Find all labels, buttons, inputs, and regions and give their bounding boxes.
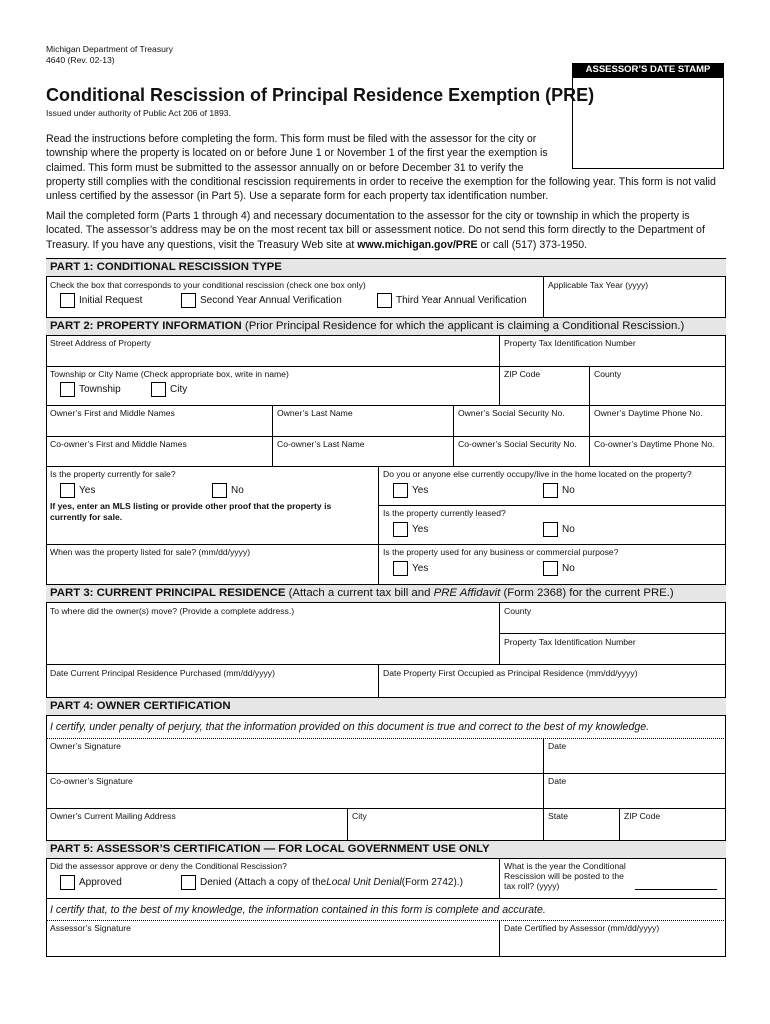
checkbox-sale-yes[interactable]: Yes (60, 483, 95, 498)
checkbox-initial-request[interactable]: Initial Request (60, 293, 142, 308)
owner-last-label: Owner’s Last Name (277, 408, 353, 418)
checkbox-leased-no[interactable]: No (543, 522, 575, 537)
instructions-paragraph-1: Read the instructions before completing the form. This form must be filed with the assessor for the city or township where the property is located on or before June 1 or November 1 of the first year the exemption is claimed. This form must be submitted to the assessor annually on or before December 31 to verify the (46, 133, 548, 174)
mailing-address-label: Owner’s Current Mailing Address (50, 811, 176, 821)
owner-phone-label: Owner’s Daytime Phone No. (594, 408, 703, 418)
owner-signature-label: Owner’s Signature (50, 741, 121, 751)
part1-heading: PART 1: CONDITIONAL RESCISSION TYPE (46, 258, 726, 277)
checkbox-leased-yes[interactable]: Yes (393, 522, 428, 537)
posting-year-question: What is the year the Conditional Rescission will be posted to the tax roll? (yyyy) (504, 861, 626, 891)
q-business-label: Is the property used for any business or commercial purpose? (383, 547, 619, 557)
tax-year-label: Applicable Tax Year (yyyy) (548, 280, 649, 290)
checkbox-occupy-no[interactable]: No (543, 483, 575, 498)
checkbox-city[interactable]: City (151, 382, 187, 397)
moved-to-label: To where did the owner(s) move? (Provide a complete address.) (50, 606, 295, 616)
county-label: County (594, 369, 622, 379)
instructions-paragraph-2: Mail the completed form (Parts 1 through 4) and necessary documentation to the assessor for the city or township in which the property is located. The assessor’s address may be on the most recent tax bill or assessment notice. Do not send this form directly to the Department of Treasury. If you have any questions, visit the Treasury Web site at www.michigan.gov/PRE or call (517) 373-1950. (46, 210, 705, 251)
checkbox-township[interactable]: Township (60, 382, 121, 397)
part3-county-label: County (504, 606, 532, 616)
owner-certification-text: I certify, under penalty of perjury, that the information provided on this document is true and correct to the best of my knowledge. (50, 721, 650, 733)
part3-heading: PART 3: CURRENT PRINCIPAL RESIDENCE (Attach a current tax bill and PRE Affidavit (Form 2368) for the current PRE.) (46, 584, 726, 603)
assessor-certification-text: I certify that, to the best of my knowledge, the information contained in this form is complete and accurate. (50, 904, 546, 916)
form-title: Conditional Rescission of Principal Residence Exemption (PRE) (46, 85, 595, 105)
township-city-label: Township or City Name (Check appropriate box, write in name) (50, 369, 289, 379)
instructions-paragraph-1-cont: property still complies with the conditional rescission requirements in order to receive the exemption for the following year. This form is not valid unless certified by the assessor (in Part 5). Use a separate form for each property tax identification number. (46, 176, 716, 203)
checkbox-occupy-yes[interactable]: Yes (393, 483, 428, 498)
form-number: 4640 (Rev. 02-13) (46, 55, 115, 65)
coowner-phone-label: Co-owner’s Daytime Phone No. (594, 439, 715, 449)
checkbox-third-year[interactable]: Third Year Annual Verification (377, 293, 527, 308)
coowner-last-label: Co-owner’s Last Name (277, 439, 365, 449)
q-occupy-label: Do you or anyone else currently occupy/live in the home located on the property? (383, 469, 692, 479)
checkbox-approved[interactable]: Approved (60, 875, 122, 890)
q-listed-date-label: When was the property listed for sale? (mm/dd/yyyy) (50, 547, 251, 557)
mailing-zip-label: ZIP Code (624, 811, 661, 821)
issued-authority: Issued under authority of Public Act 206 of 1893. (46, 108, 231, 118)
q-leased-label: Is the property currently leased? (383, 508, 506, 518)
owner-ssn-label: Owner’s Social Security No. (458, 408, 565, 418)
assessor-signature-label: Assessor’s Signature (50, 923, 131, 933)
date-occupied-label: Date Property First Occupied as Principal Residence (mm/dd/yyyy) (383, 668, 638, 678)
treasury-link[interactable]: www.michigan.gov/PRE (357, 238, 478, 251)
date-purchased-label: Date Current Principal Residence Purchased (mm/dd/yyyy) (50, 668, 275, 678)
mls-note: If yes, enter an MLS listing or provide other proof that the property is currently for sale. (50, 501, 332, 522)
part5-heading: PART 5: ASSESSOR’S CERTIFICATION — FOR LOCAL GOVERNMENT USE ONLY (46, 840, 726, 859)
q-for-sale-label: Is the property currently for sale? (50, 469, 176, 479)
checkbox-second-year[interactable]: Second Year Annual Verification (181, 293, 342, 308)
checkbox-denied[interactable]: Denied (Attach a copy of the Local Unit Denial (Form 2742).) (181, 875, 463, 890)
agency-block (46, 44, 173, 66)
coowner-date-label: Date (548, 776, 567, 786)
part4-heading: PART 4: OWNER CERTIFICATION (46, 697, 726, 716)
owner-date-label: Date (548, 741, 567, 751)
mailing-state-label: State (548, 811, 569, 821)
coowner-ssn-label: Co-owner’s Social Security No. (458, 439, 577, 449)
parcel-label: Property Tax Identification Number (504, 338, 636, 348)
checkbox-business-yes[interactable]: Yes (393, 561, 428, 576)
street-address-label: Street Address of Property (50, 338, 151, 348)
checkbox-business-no[interactable]: No (543, 561, 575, 576)
agency-name: Michigan Department of Treasury (46, 44, 174, 54)
approve-deny-label: Did the assessor approve or deny the Conditional Rescission? (50, 861, 287, 871)
posting-year-line[interactable] (635, 889, 717, 890)
part1-check-label: Check the box that corresponds to your conditional rescission (check one box only) (50, 280, 366, 290)
assessor-stamp-label: ASSESSOR’S DATE STAMP (572, 63, 724, 77)
coowner-first-label: Co-owner’s First and Middle Names (50, 439, 187, 449)
coowner-signature-label: Co-owner’s Signature (50, 776, 133, 786)
part3-parcel-label: Property Tax Identification Number (504, 637, 636, 647)
owner-first-label: Owner’s First and Middle Names (50, 408, 175, 418)
checkbox-sale-no[interactable]: No (212, 483, 244, 498)
mailing-city-label: City (352, 811, 367, 821)
assessor-stamp-box (572, 77, 724, 169)
zip-label: ZIP Code (504, 369, 541, 379)
part2-heading: PART 2: PROPERTY INFORMATION (Prior Principal Residence for which the applicant is claiming a Conditional Rescission.) (46, 317, 726, 336)
date-certified-label: Date Certified by Assessor (mm/dd/yyyy) (504, 923, 660, 933)
